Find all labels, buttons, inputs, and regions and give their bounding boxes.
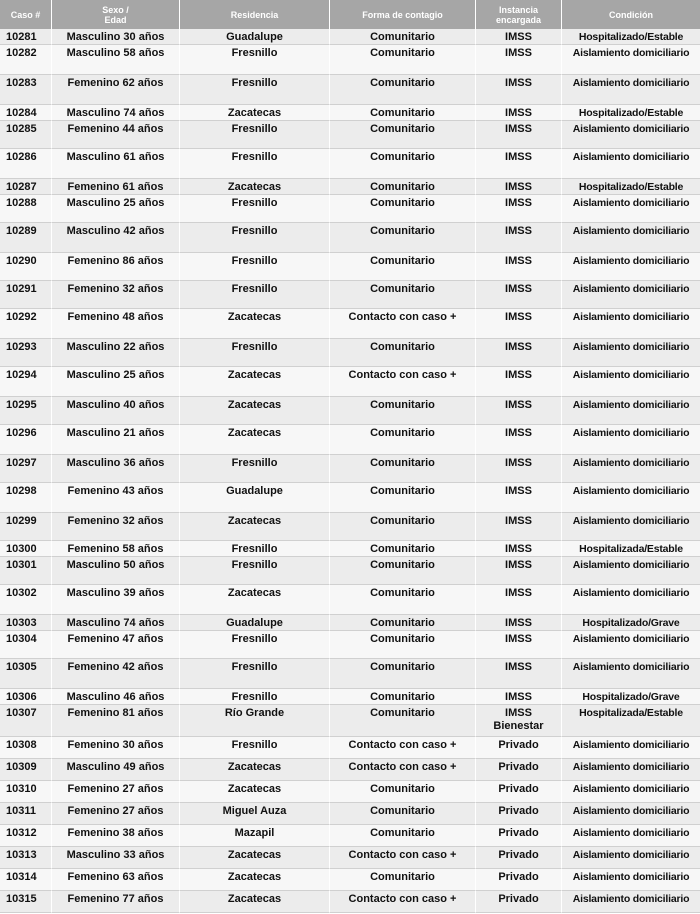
table-row <box>0 781 700 803</box>
table-row <box>0 891 700 913</box>
cell-sexo-edad: Femenino 27 años <box>52 781 180 803</box>
cell-condicion: Aislamiento domiciliario <box>562 585 700 615</box>
table-row <box>0 75 700 105</box>
cell-residencia: Fresnillo <box>180 45 330 75</box>
cell-caso: 10292 <box>0 309 52 339</box>
cell-caso: 10283 <box>0 75 52 105</box>
header-sexo-edad: Sexo / Edad <box>52 0 180 29</box>
cell-residencia: Fresnillo <box>180 149 330 179</box>
cell-residencia: Zacatecas <box>180 367 330 397</box>
cell-instancia: IMSS <box>476 195 562 223</box>
table-row <box>0 737 700 759</box>
cell-condicion: Aislamiento domiciliario <box>562 513 700 541</box>
header-condicion: Condición <box>562 0 700 29</box>
cell-forma-contagio: Comunitario <box>330 253 476 281</box>
cell-residencia: Zacatecas <box>180 179 330 195</box>
cell-residencia: Fresnillo <box>180 195 330 223</box>
table-row <box>0 455 700 483</box>
cell-residencia: Zacatecas <box>180 309 330 339</box>
cell-condicion: Aislamiento domiciliario <box>562 253 700 281</box>
cell-residencia: Zacatecas <box>180 781 330 803</box>
cell-residencia: Fresnillo <box>180 737 330 759</box>
cell-instancia: Privado <box>476 759 562 781</box>
cell-forma-contagio: Comunitario <box>330 105 476 121</box>
cell-residencia: Fresnillo <box>180 541 330 557</box>
cell-condicion: Hospitalizada/Estable <box>562 705 700 737</box>
table-row <box>0 397 700 425</box>
cell-forma-contagio: Comunitario <box>330 803 476 825</box>
header-forma-contagio: Forma de contagio <box>330 0 476 29</box>
cell-forma-contagio: Comunitario <box>330 281 476 309</box>
table-row <box>0 825 700 847</box>
cell-forma-contagio: Comunitario <box>330 149 476 179</box>
cell-forma-contagio: Comunitario <box>330 179 476 195</box>
table-row <box>0 367 700 397</box>
cell-instancia: IMSS <box>476 397 562 425</box>
cell-instancia: IMSS <box>476 29 562 45</box>
table-row <box>0 339 700 367</box>
cell-forma-contagio: Comunitario <box>330 425 476 455</box>
cell-sexo-edad: Masculino 46 años <box>52 689 180 705</box>
cell-instancia: IMSS <box>476 45 562 75</box>
cell-instancia: IMSS <box>476 541 562 557</box>
cell-instancia: IMSS <box>476 281 562 309</box>
cell-caso: 10286 <box>0 149 52 179</box>
cell-caso: 10282 <box>0 45 52 75</box>
cell-condicion: Aislamiento domiciliario <box>562 281 700 309</box>
cell-residencia: Fresnillo <box>180 689 330 705</box>
table-row <box>0 847 700 869</box>
cell-sexo-edad: Masculino 36 años <box>52 455 180 483</box>
cell-sexo-edad: Femenino 42 años <box>52 659 180 689</box>
table-row <box>0 195 700 223</box>
cell-sexo-edad: Femenino 32 años <box>52 281 180 309</box>
cell-forma-contagio: Comunitario <box>330 705 476 737</box>
cell-residencia: Mazapil <box>180 825 330 847</box>
cell-condicion: Aislamiento domiciliario <box>562 339 700 367</box>
table-body <box>0 29 700 913</box>
table-row <box>0 309 700 339</box>
cell-instancia: IMSS <box>476 659 562 689</box>
cell-caso: 10290 <box>0 253 52 281</box>
cell-residencia: Zacatecas <box>180 891 330 913</box>
cell-instancia: IMSS <box>476 367 562 397</box>
cell-caso: 10291 <box>0 281 52 309</box>
cell-forma-contagio: Comunitario <box>330 781 476 803</box>
cell-residencia: Fresnillo <box>180 557 330 585</box>
cell-forma-contagio: Comunitario <box>330 195 476 223</box>
cell-instancia: IMSS <box>476 513 562 541</box>
cell-condicion: Hospitalizado/Grave <box>562 615 700 631</box>
cell-forma-contagio: Comunitario <box>330 869 476 891</box>
cell-instancia: Privado <box>476 891 562 913</box>
cell-condicion: Aislamiento domiciliario <box>562 45 700 75</box>
cell-condicion: Aislamiento domiciliario <box>562 367 700 397</box>
table-row <box>0 121 700 149</box>
cell-caso: 10300 <box>0 541 52 557</box>
cell-condicion: Aislamiento domiciliario <box>562 425 700 455</box>
cell-forma-contagio: Comunitario <box>330 585 476 615</box>
cell-sexo-edad: Femenino 44 años <box>52 121 180 149</box>
cell-caso: 10302 <box>0 585 52 615</box>
cell-sexo-edad: Masculino 30 años <box>52 29 180 45</box>
cell-sexo-edad: Femenino 58 años <box>52 541 180 557</box>
cell-residencia: Guadalupe <box>180 483 330 513</box>
cell-sexo-edad: Femenino 38 años <box>52 825 180 847</box>
cell-caso: 10284 <box>0 105 52 121</box>
cell-sexo-edad: Masculino 42 años <box>52 223 180 253</box>
cell-caso: 10303 <box>0 615 52 631</box>
cell-residencia: Fresnillo <box>180 659 330 689</box>
cell-residencia: Zacatecas <box>180 585 330 615</box>
cell-instancia: IMSS <box>476 309 562 339</box>
cell-forma-contagio: Contacto con caso + <box>330 847 476 869</box>
table-row <box>0 513 700 541</box>
cell-condicion: Aislamiento domiciliario <box>562 121 700 149</box>
table-row <box>0 253 700 281</box>
cell-caso: 10293 <box>0 339 52 367</box>
cell-caso: 10308 <box>0 737 52 759</box>
cell-condicion: Aislamiento domiciliario <box>562 455 700 483</box>
cell-caso: 10301 <box>0 557 52 585</box>
cell-condicion: Aislamiento domiciliario <box>562 75 700 105</box>
cell-condicion: Aislamiento domiciliario <box>562 483 700 513</box>
cell-sexo-edad: Femenino 77 años <box>52 891 180 913</box>
cell-instancia: IMSS <box>476 585 562 615</box>
cell-caso: 10296 <box>0 425 52 455</box>
header-instancia: Instancia encargada <box>476 0 562 29</box>
cell-condicion: Aislamiento domiciliario <box>562 195 700 223</box>
cell-sexo-edad: Masculino 74 años <box>52 615 180 631</box>
cell-forma-contagio: Comunitario <box>330 513 476 541</box>
cell-sexo-edad: Masculino 33 años <box>52 847 180 869</box>
cell-caso: 10288 <box>0 195 52 223</box>
table-header <box>0 0 700 29</box>
table-row <box>0 615 700 631</box>
cell-instancia: Privado <box>476 737 562 759</box>
cell-caso: 10294 <box>0 367 52 397</box>
table-row <box>0 803 700 825</box>
cell-instancia: IMSS <box>476 339 562 367</box>
cell-caso: 10306 <box>0 689 52 705</box>
cell-forma-contagio: Contacto con caso + <box>330 737 476 759</box>
cell-residencia: Fresnillo <box>180 631 330 659</box>
cell-caso: 10295 <box>0 397 52 425</box>
cell-condicion: Hospitalizado/Estable <box>562 29 700 45</box>
cell-forma-contagio: Comunitario <box>330 397 476 425</box>
cell-instancia: IMSS <box>476 631 562 659</box>
cell-condicion: Aislamiento domiciliario <box>562 659 700 689</box>
table-row <box>0 105 700 121</box>
cell-condicion: Hospitalizado/Grave <box>562 689 700 705</box>
cell-residencia: Zacatecas <box>180 513 330 541</box>
cell-sexo-edad: Femenino 47 años <box>52 631 180 659</box>
cell-forma-contagio: Comunitario <box>330 631 476 659</box>
cell-instancia: IMSS <box>476 105 562 121</box>
cell-sexo-edad: Femenino 30 años <box>52 737 180 759</box>
cell-caso: 10307 <box>0 705 52 737</box>
cell-forma-contagio: Comunitario <box>330 75 476 105</box>
cell-condicion: Aislamiento domiciliario <box>562 309 700 339</box>
cell-caso: 10281 <box>0 29 52 45</box>
header-residencia: Residencia <box>180 0 330 29</box>
cell-forma-contagio: Comunitario <box>330 541 476 557</box>
cell-caso: 10305 <box>0 659 52 689</box>
cell-sexo-edad: Femenino 63 años <box>52 869 180 891</box>
cell-sexo-edad: Femenino 61 años <box>52 179 180 195</box>
cell-instancia: IMSS <box>476 483 562 513</box>
cell-condicion: Hospitalizado/Estable <box>562 179 700 195</box>
cell-instancia: IMSS <box>476 121 562 149</box>
cell-sexo-edad: Masculino 25 años <box>52 367 180 397</box>
cell-forma-contagio: Comunitario <box>330 557 476 585</box>
cell-caso: 10310 <box>0 781 52 803</box>
cell-condicion: Aislamiento domiciliario <box>562 803 700 825</box>
cell-caso: 10285 <box>0 121 52 149</box>
cell-forma-contagio: Comunitario <box>330 29 476 45</box>
cell-residencia: Zacatecas <box>180 425 330 455</box>
table-row <box>0 223 700 253</box>
cell-forma-contagio: Contacto con caso + <box>330 367 476 397</box>
cell-residencia: Fresnillo <box>180 455 330 483</box>
table-row <box>0 483 700 513</box>
table-row <box>0 425 700 455</box>
cell-instancia: Privado <box>476 825 562 847</box>
cell-instancia: Privado <box>476 803 562 825</box>
table-row <box>0 869 700 891</box>
cell-forma-contagio: Comunitario <box>330 455 476 483</box>
cell-sexo-edad: Masculino 49 años <box>52 759 180 781</box>
cell-instancia: IMSS <box>476 149 562 179</box>
cell-sexo-edad: Masculino 40 años <box>52 397 180 425</box>
cell-forma-contagio: Contacto con caso + <box>330 759 476 781</box>
cell-forma-contagio: Contacto con caso + <box>330 891 476 913</box>
cell-instancia: IMSS <box>476 689 562 705</box>
cell-sexo-edad: Masculino 50 años <box>52 557 180 585</box>
cell-residencia: Fresnillo <box>180 339 330 367</box>
cell-instancia: IMSS Bienestar <box>476 705 562 737</box>
cell-residencia: Zacatecas <box>180 105 330 121</box>
table-row <box>0 541 700 557</box>
cell-condicion: Aislamiento domiciliario <box>562 557 700 585</box>
cell-sexo-edad: Masculino 58 años <box>52 45 180 75</box>
cell-residencia: Fresnillo <box>180 121 330 149</box>
header-caso: Caso # <box>0 0 52 29</box>
cell-sexo-edad: Masculino 21 años <box>52 425 180 455</box>
cell-caso: 10311 <box>0 803 52 825</box>
cell-instancia: IMSS <box>476 253 562 281</box>
cell-residencia: Zacatecas <box>180 847 330 869</box>
cell-instancia: IMSS <box>476 615 562 631</box>
table-row <box>0 659 700 689</box>
cell-forma-contagio: Comunitario <box>330 121 476 149</box>
table-row <box>0 631 700 659</box>
cell-residencia: Fresnillo <box>180 253 330 281</box>
cell-residencia: Zacatecas <box>180 397 330 425</box>
cell-residencia: Fresnillo <box>180 223 330 253</box>
cell-caso: 10289 <box>0 223 52 253</box>
cell-condicion: Aislamiento domiciliario <box>562 825 700 847</box>
cell-caso: 10299 <box>0 513 52 541</box>
cell-condicion: Aislamiento domiciliario <box>562 781 700 803</box>
cell-caso: 10287 <box>0 179 52 195</box>
cell-condicion: Aislamiento domiciliario <box>562 847 700 869</box>
cell-forma-contagio: Comunitario <box>330 615 476 631</box>
cell-caso: 10315 <box>0 891 52 913</box>
cell-instancia: IMSS <box>476 223 562 253</box>
cell-instancia: IMSS <box>476 425 562 455</box>
cell-residencia: Río Grande <box>180 705 330 737</box>
cell-forma-contagio: Comunitario <box>330 689 476 705</box>
cell-residencia: Fresnillo <box>180 281 330 309</box>
table-row <box>0 689 700 705</box>
cell-instancia: Privado <box>476 781 562 803</box>
cell-condicion: Aislamiento domiciliario <box>562 631 700 659</box>
cell-residencia: Fresnillo <box>180 75 330 105</box>
cell-caso: 10304 <box>0 631 52 659</box>
table-row <box>0 759 700 781</box>
cell-sexo-edad: Masculino 61 años <box>52 149 180 179</box>
cell-instancia: IMSS <box>476 179 562 195</box>
cell-sexo-edad: Femenino 81 años <box>52 705 180 737</box>
cell-sexo-edad: Femenino 86 años <box>52 253 180 281</box>
table-row <box>0 557 700 585</box>
cell-sexo-edad: Masculino 39 años <box>52 585 180 615</box>
table-row <box>0 149 700 179</box>
cell-condicion: Hospitalizada/Estable <box>562 541 700 557</box>
cell-residencia: Guadalupe <box>180 615 330 631</box>
table-row <box>0 45 700 75</box>
cell-forma-contagio: Comunitario <box>330 45 476 75</box>
cell-sexo-edad: Masculino 25 años <box>52 195 180 223</box>
cell-caso: 10314 <box>0 869 52 891</box>
cell-condicion: Aislamiento domiciliario <box>562 737 700 759</box>
cell-sexo-edad: Masculino 74 años <box>52 105 180 121</box>
cell-instancia: IMSS <box>476 455 562 483</box>
cell-caso: 10298 <box>0 483 52 513</box>
cell-caso: 10309 <box>0 759 52 781</box>
cell-condicion: Aislamiento domiciliario <box>562 223 700 253</box>
cell-sexo-edad: Masculino 22 años <box>52 339 180 367</box>
cell-sexo-edad: Femenino 43 años <box>52 483 180 513</box>
cell-condicion: Aislamiento domiciliario <box>562 891 700 913</box>
cell-caso: 10312 <box>0 825 52 847</box>
cell-residencia: Zacatecas <box>180 759 330 781</box>
cell-residencia: Zacatecas <box>180 869 330 891</box>
table-row <box>0 585 700 615</box>
cell-condicion: Aislamiento domiciliario <box>562 397 700 425</box>
cell-caso: 10297 <box>0 455 52 483</box>
cell-residencia: Guadalupe <box>180 29 330 45</box>
cell-sexo-edad: Femenino 48 años <box>52 309 180 339</box>
cell-sexo-edad: Femenino 62 años <box>52 75 180 105</box>
cell-condicion: Hospitalizado/Estable <box>562 105 700 121</box>
cell-forma-contagio: Comunitario <box>330 223 476 253</box>
cell-instancia: Privado <box>476 847 562 869</box>
table-row <box>0 179 700 195</box>
table-row <box>0 29 700 45</box>
cell-forma-contagio: Comunitario <box>330 483 476 513</box>
cell-condicion: Aislamiento domiciliario <box>562 869 700 891</box>
cell-forma-contagio: Comunitario <box>330 659 476 689</box>
cell-condicion: Aislamiento domiciliario <box>562 149 700 179</box>
cell-sexo-edad: Femenino 27 años <box>52 803 180 825</box>
cell-forma-contagio: Contacto con caso + <box>330 309 476 339</box>
table-row <box>0 705 700 737</box>
cell-residencia: Miguel Auza <box>180 803 330 825</box>
cell-instancia: IMSS <box>476 557 562 585</box>
cell-condicion: Aislamiento domiciliario <box>562 759 700 781</box>
cell-instancia: Privado <box>476 869 562 891</box>
table-row <box>0 281 700 309</box>
cell-forma-contagio: Comunitario <box>330 825 476 847</box>
cell-instancia: IMSS <box>476 75 562 105</box>
cell-sexo-edad: Femenino 32 años <box>52 513 180 541</box>
cell-forma-contagio: Comunitario <box>330 339 476 367</box>
cell-caso: 10313 <box>0 847 52 869</box>
